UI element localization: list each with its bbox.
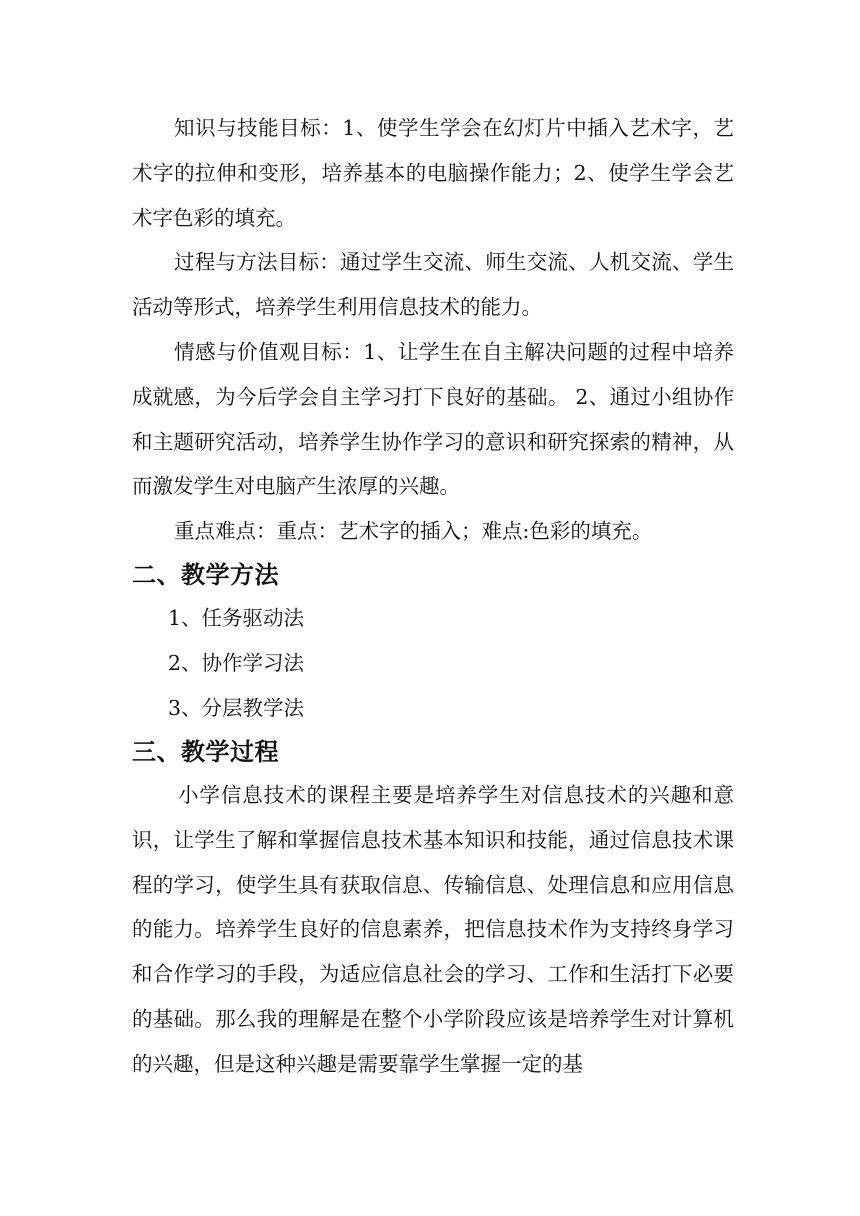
knowledge-objective-paragraph: 知识与技能目标：1、使学生学会在幻灯片中插入艺术字，艺术字的拉伸和变形，培养基本的电脑操作能力；2、使学生学会艺术字色彩的填充。 xyxy=(132,116,734,230)
process-heading: 三、教学过程 xyxy=(132,737,279,766)
methods-heading: 二、教学方法 xyxy=(132,560,279,589)
process-objective-paragraph: 过程与方法目标：通过学生交流、师生交流、人机交流、学生活动等形式，培养学生利用信息技术的能力。 xyxy=(132,250,734,320)
emotion-objective-paragraph: 情感与价值观目标：1、让学生在自主解决问题的过程中培养成就感，为今后学会自主学习打下良好的基础。 2、通过小组协作和主题研究活动，培养学生协作学习的意识和研究探索的精神，从而激发学生对电脑产生浓厚的兴趣。 xyxy=(132,339,734,499)
method-item: 2、协作学习法 xyxy=(168,650,305,675)
key-points-paragraph: 重点难点：重点：艺术字的插入；难点:色彩的填充。 xyxy=(174,519,653,544)
method-item: 1、任务驱动法 xyxy=(168,605,305,630)
process-paragraph: 小学信息技术的课程主要是培养学生对信息技术的兴趣和意识，让学生了解和掌握信息技术基本知识和技能，通过信息技术课程的学习，使学生具有获取信息、传输信息、处理信息和应用信息的能力。培养学生良好的信息素养，把信息技术作为支持终身学习和合作学习的手段，为适应信息社会的学习、工作和生活打下必要的基础。那么我的理解是在整个小学阶段应该是培养学生对计算机的兴趣，但是这种兴趣是需要靠学生掌握一定的基 xyxy=(132,782,734,1076)
method-item: 3、分层教学法 xyxy=(168,695,305,720)
document-body xyxy=(132,106,734,1087)
